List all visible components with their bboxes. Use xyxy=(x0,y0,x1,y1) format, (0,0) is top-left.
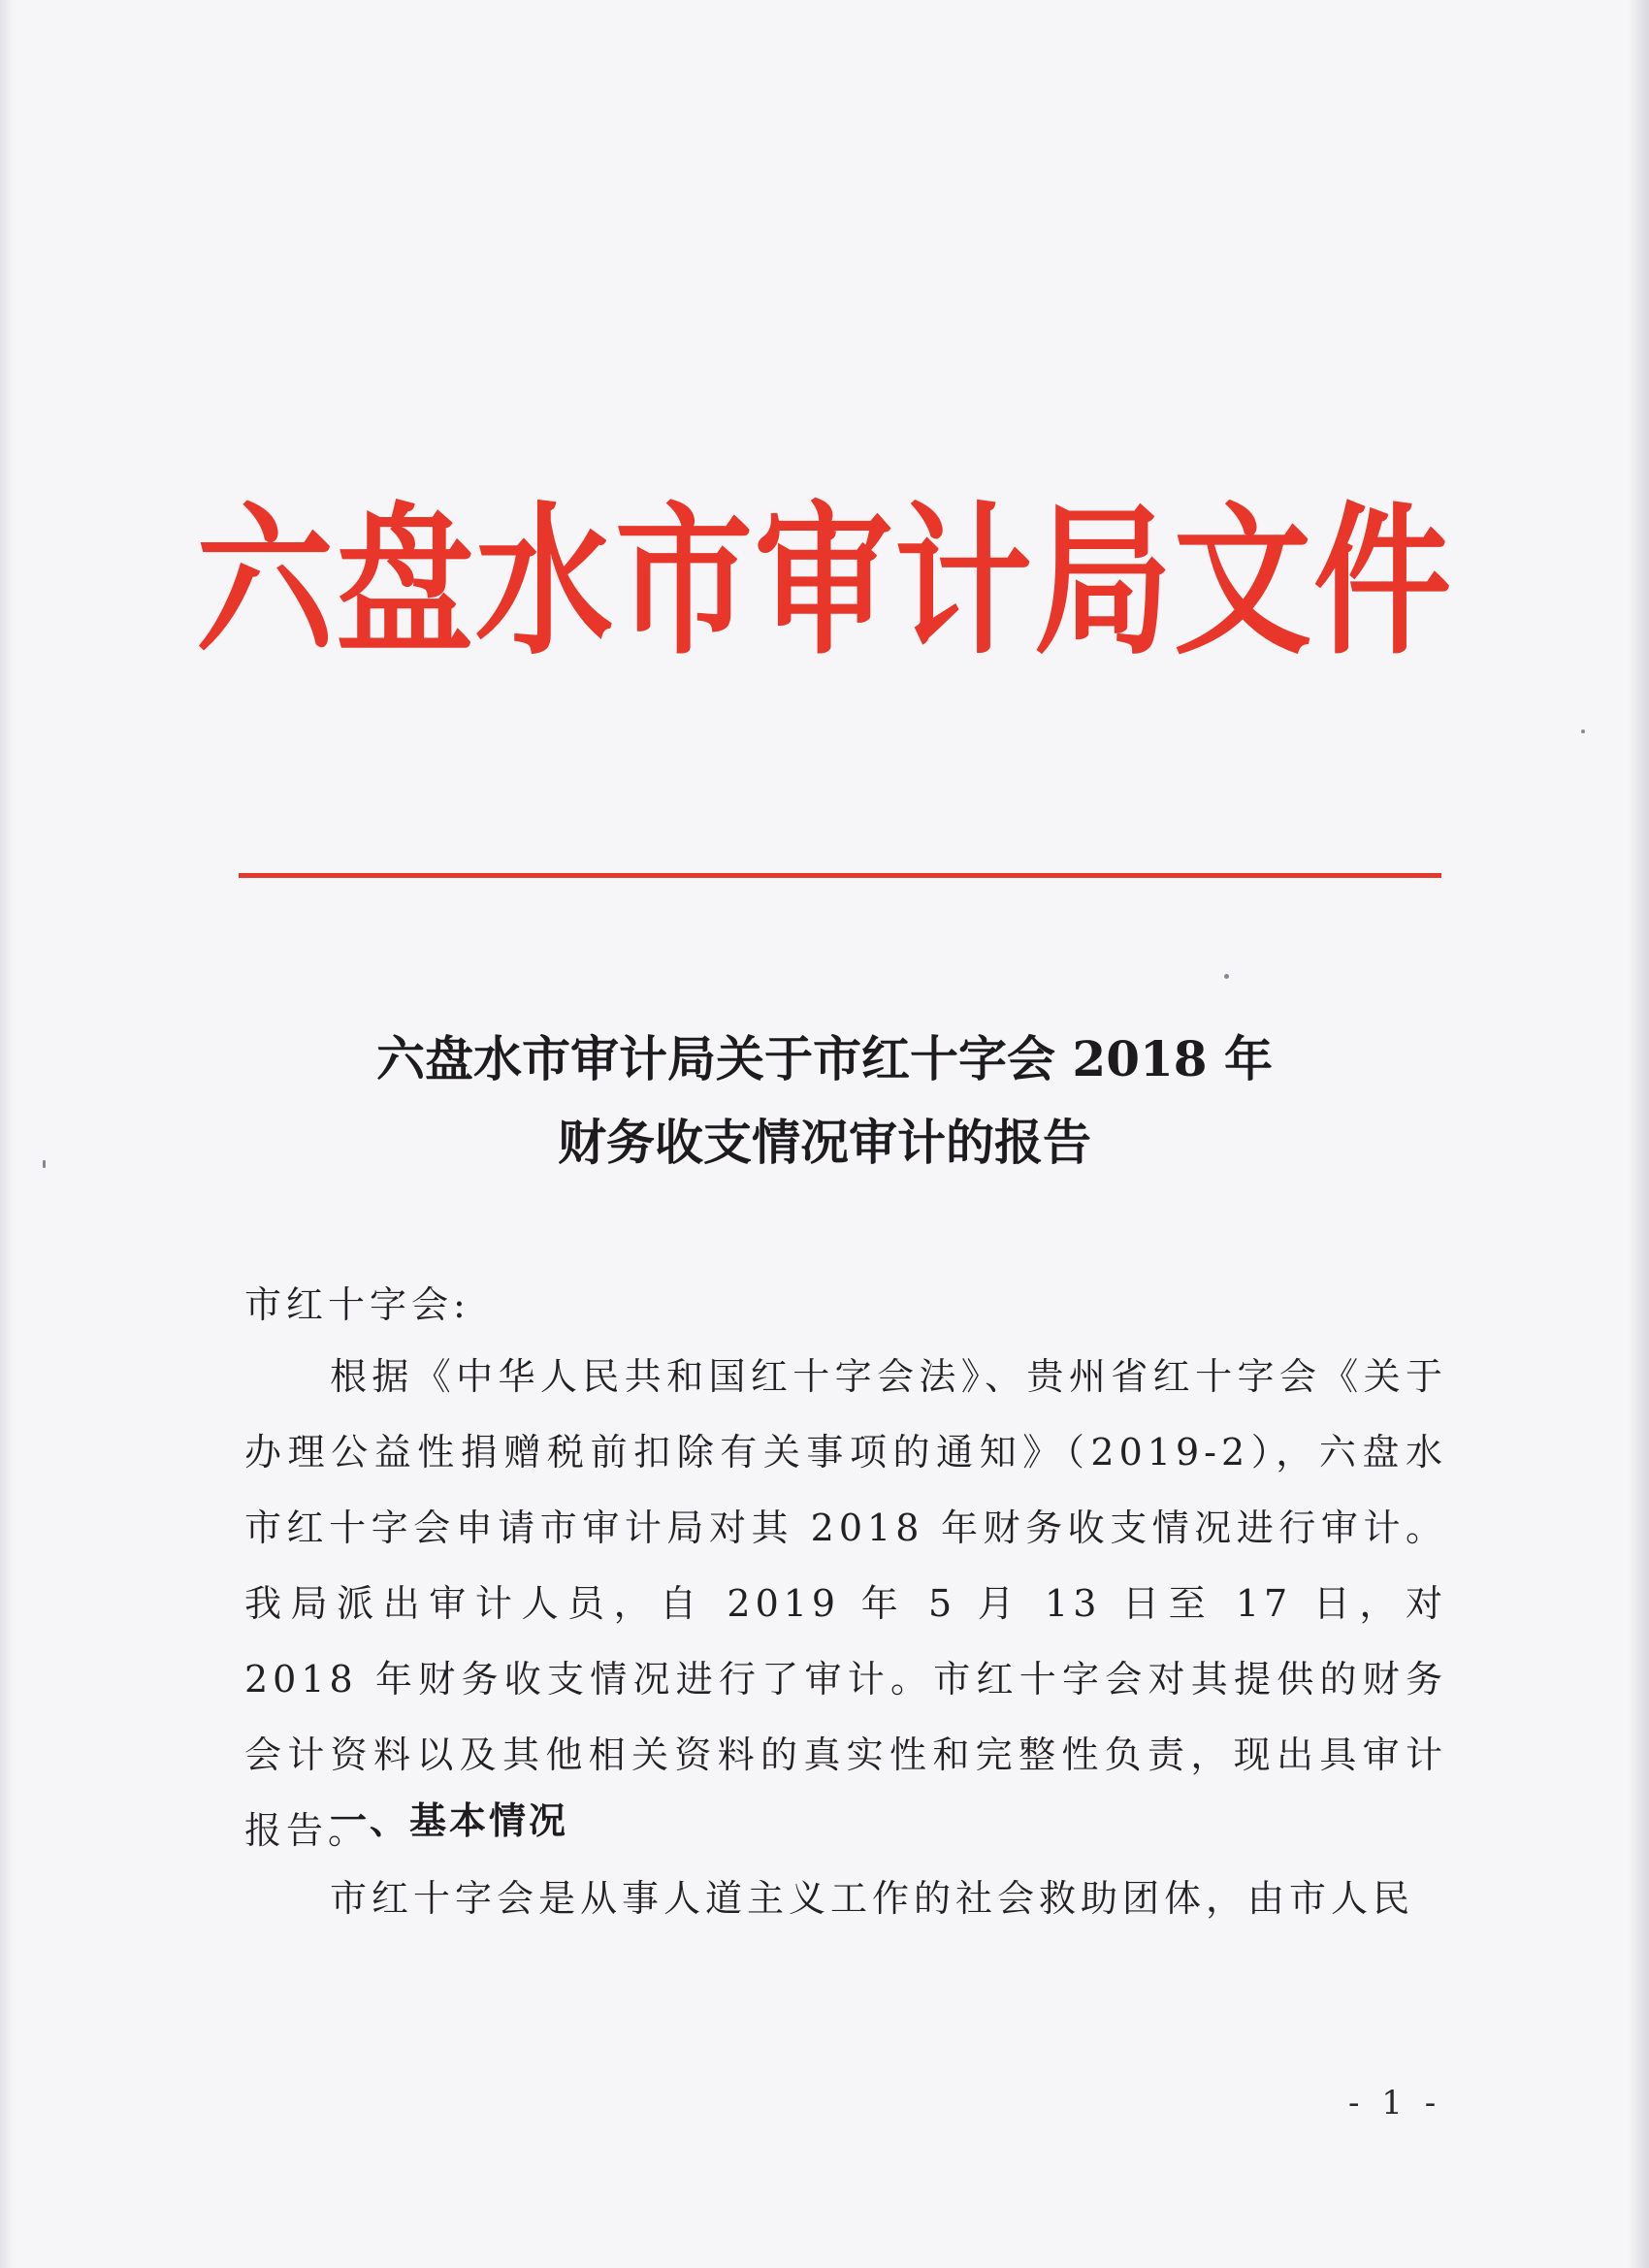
letterhead-red-rule xyxy=(239,873,1441,878)
report-title-line-1: 六盘水市审计局关于市红十字会 2018 年 xyxy=(376,1030,1273,1087)
salutation: 市红十字会: xyxy=(244,1283,470,1326)
scan-speck xyxy=(1224,974,1229,979)
scan-speck xyxy=(43,1160,46,1168)
body-paragraph-1: 根据《中华人民共和国红十字会法》、贵州省红十字会《关于办理公益性捐赠税前扣除有关事项的通知》（2019-2），六盘水市红十字会申请市审计局对其 2018 年财务收支情况进行审计。我局派出审计人员，自 2019 年 5 月 13 日至 17 日，对 2018 年财务收支情况进行了审计。市红十字会对其提供的财务会计资料以及其他相关资料的真实性和完整性负责，现出具审计报告。 xyxy=(244,1355,1447,1852)
body-paragraph-2: 市红十字会是从事人道主义工作的社会救助团体，由市人民 xyxy=(330,1877,1415,1920)
page-number: - 1 - xyxy=(1348,2084,1442,2122)
section-heading-basic-info: 一、基本情况 xyxy=(330,1799,569,1842)
letterhead-title: 六盘水市审计局文件 xyxy=(196,487,1453,677)
report-title-line-2: 财务收支情况审计的报告 xyxy=(558,1114,1091,1171)
scan-speck xyxy=(1581,729,1585,733)
